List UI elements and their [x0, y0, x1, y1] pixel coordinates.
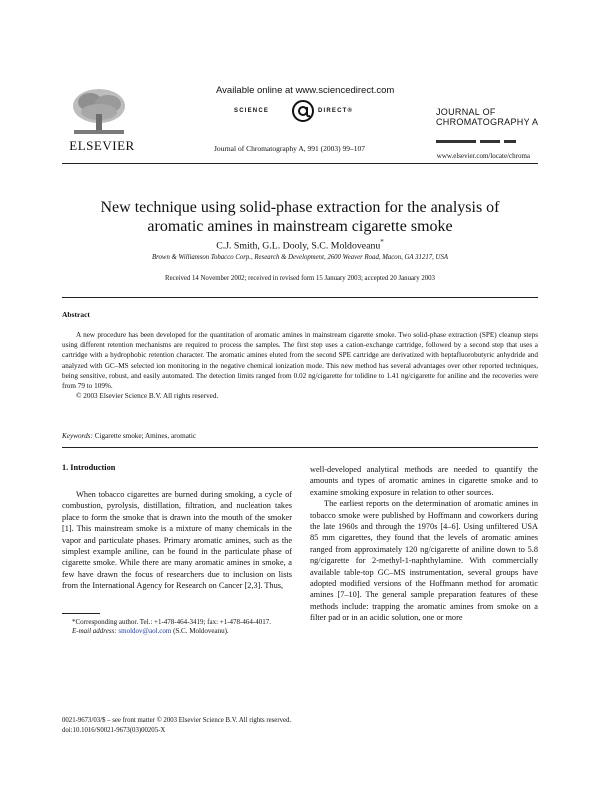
journal-bars-decoration	[436, 140, 528, 144]
section-heading: 1. Introduction	[62, 463, 116, 472]
doi-line: doi:10.1016/S0021-9673(03)00205-X	[62, 726, 166, 734]
corresponding-mark: *	[380, 238, 384, 246]
footnote	[62, 618, 292, 636]
title-line1: New technique using solid-phase extraction for the analysis of	[100, 199, 500, 216]
at-symbol-icon	[292, 100, 314, 122]
intro-paragraph-1: When tobacco cigarettes are burned during smoking, a cycle of combustion, pyrolysis, distillation, filtration, and nucleation takes place to form the smoke that is drawn into the mouth of the smoker [1]. This mainstream smoke is a mixture of many chemicals in the vapor and particulate phases. Primary aromatic amines, such as the simplest example aniline, can be found in the particulate phase of cigarette smoke. While there are many aromatic amines in smoke, a few have drawn the focus of researchers due to inclusion on lists from the International Agency for Research on Cancer [2,3]. Thus,	[62, 490, 292, 591]
column-left	[62, 489, 292, 592]
received-dates: Received 14 November 2002; received in revised form 15 January 2003; accepted 20 January 2003	[165, 275, 435, 282]
keywords-label: Keywords:	[62, 432, 93, 440]
abstract-copyright: © 2003 Elsevier Science B.V. All rights reserved.	[76, 392, 219, 401]
keywords	[62, 432, 538, 440]
email-suffix: (S.C. Moldoveanu).	[173, 627, 229, 635]
email-label: E-mail address:	[72, 627, 117, 635]
sciencedirect-right: DIRECT®	[318, 108, 354, 114]
intro-paragraph-2: The earliest reports on the determination of aromatic amines in tobacco smoke were published by Hoffmann and coworkers during the late 1960s and through the 1970s [4–6]. Using unfiltered USA 85 mm cigarettes, they found that the levels of aromatic amines ranged from approximately 120 ng/cigarette of aniline down to 5.8 ng/cigarette for 2-methyl-1-naphthylamine. With commercially available table-top GC–MS instrumentation, several groups have adopted modified versions of the Hoffmann method for aromatic amines [7–10]. The general sample preparation features of these methods include: trapping the aromatic amines from smoke on a filter pad or in an acidic solution, one or more	[310, 499, 538, 623]
journal-title-line2: CHROMATOGRAPHY A	[436, 117, 539, 127]
journal-title-line1: JOURNAL OF	[436, 107, 496, 117]
publisher-name: ELSEVIER	[69, 138, 135, 153]
sciencedirect-left: SCIENCE	[234, 108, 270, 114]
abstract-heading: Abstract	[62, 310, 90, 319]
journal-url[interactable]: www.elsevier.com/locate/chroma	[436, 152, 530, 160]
issn-line: 0021-9673/03/$ – see front matter © 2003 Elsevier Science B.V. All rights reserved.	[62, 717, 292, 724]
journal-citation: Journal of Chromatography A, 991 (2003) 99–107	[214, 144, 366, 153]
page-footer	[62, 716, 362, 735]
journal-title	[436, 107, 538, 127]
author-list	[60, 238, 540, 251]
affiliation: Brown & Williamson Tobacco Corp., Research & Development, 2600 Weaver Road, Macon, GA 31217, USA	[151, 254, 448, 261]
article-title	[60, 198, 540, 236]
available-online: Available online at www.sciencedirect.com	[216, 85, 395, 96]
email-link[interactable]: smoldov@aol.com	[118, 627, 172, 635]
title-line2: aromatic amines in mainstream cigarette smoke	[147, 218, 453, 235]
footnote-rule	[62, 613, 100, 614]
title-rule	[62, 297, 538, 298]
sciencedirect-logo	[226, 100, 386, 124]
intro-paragraph-continued: well-developed analytical methods are needed to quantify the amounts and types of aromatic amines in cigarette smoke and to examine smoking exposure in relation to other sources.	[310, 465, 538, 497]
header-rule	[62, 163, 538, 164]
abstract-rule	[62, 447, 538, 448]
footnote-corresponding: *Corresponding author. Tel.: +1-478-464-3419; fax: +1-478-464-4017.	[72, 618, 271, 626]
authors-text: C.J. Smith, G.L. Dooly, S.C. Moldoveanu	[216, 240, 381, 252]
column-right	[310, 464, 538, 624]
elsevier-tree-logo	[66, 86, 132, 138]
abstract-text: A new procedure has been developed for the quantitation of aromatic amines in mainstream cigarette smoke. Two solid-phase extraction (SPE) cleanup steps using different retention mechanisms are required to process the samples. The first step uses a cation-exchange cartridge, followed by a second step that uses a cartridge with a hydrophobic retention character. The aromatic amines eluted from the second SPE cartridge are derivatized with heptafluorobutyric anhydride and analyzed with GC–MS selected ion monitoring in the negative chemical ionization mode. This new method has several advantages over other reported techniques, being sensitive, robust, and easily automated. The detection limits ranged from 0.02 ng/cigarette for tolidine to 1.41 ng/cigarette for aniline and the recoveries were from 79 to 109%.	[62, 331, 538, 391]
keywords-text: Cigarette smoke; Amines, aromatic	[94, 432, 197, 440]
abstract-body	[62, 330, 538, 401]
